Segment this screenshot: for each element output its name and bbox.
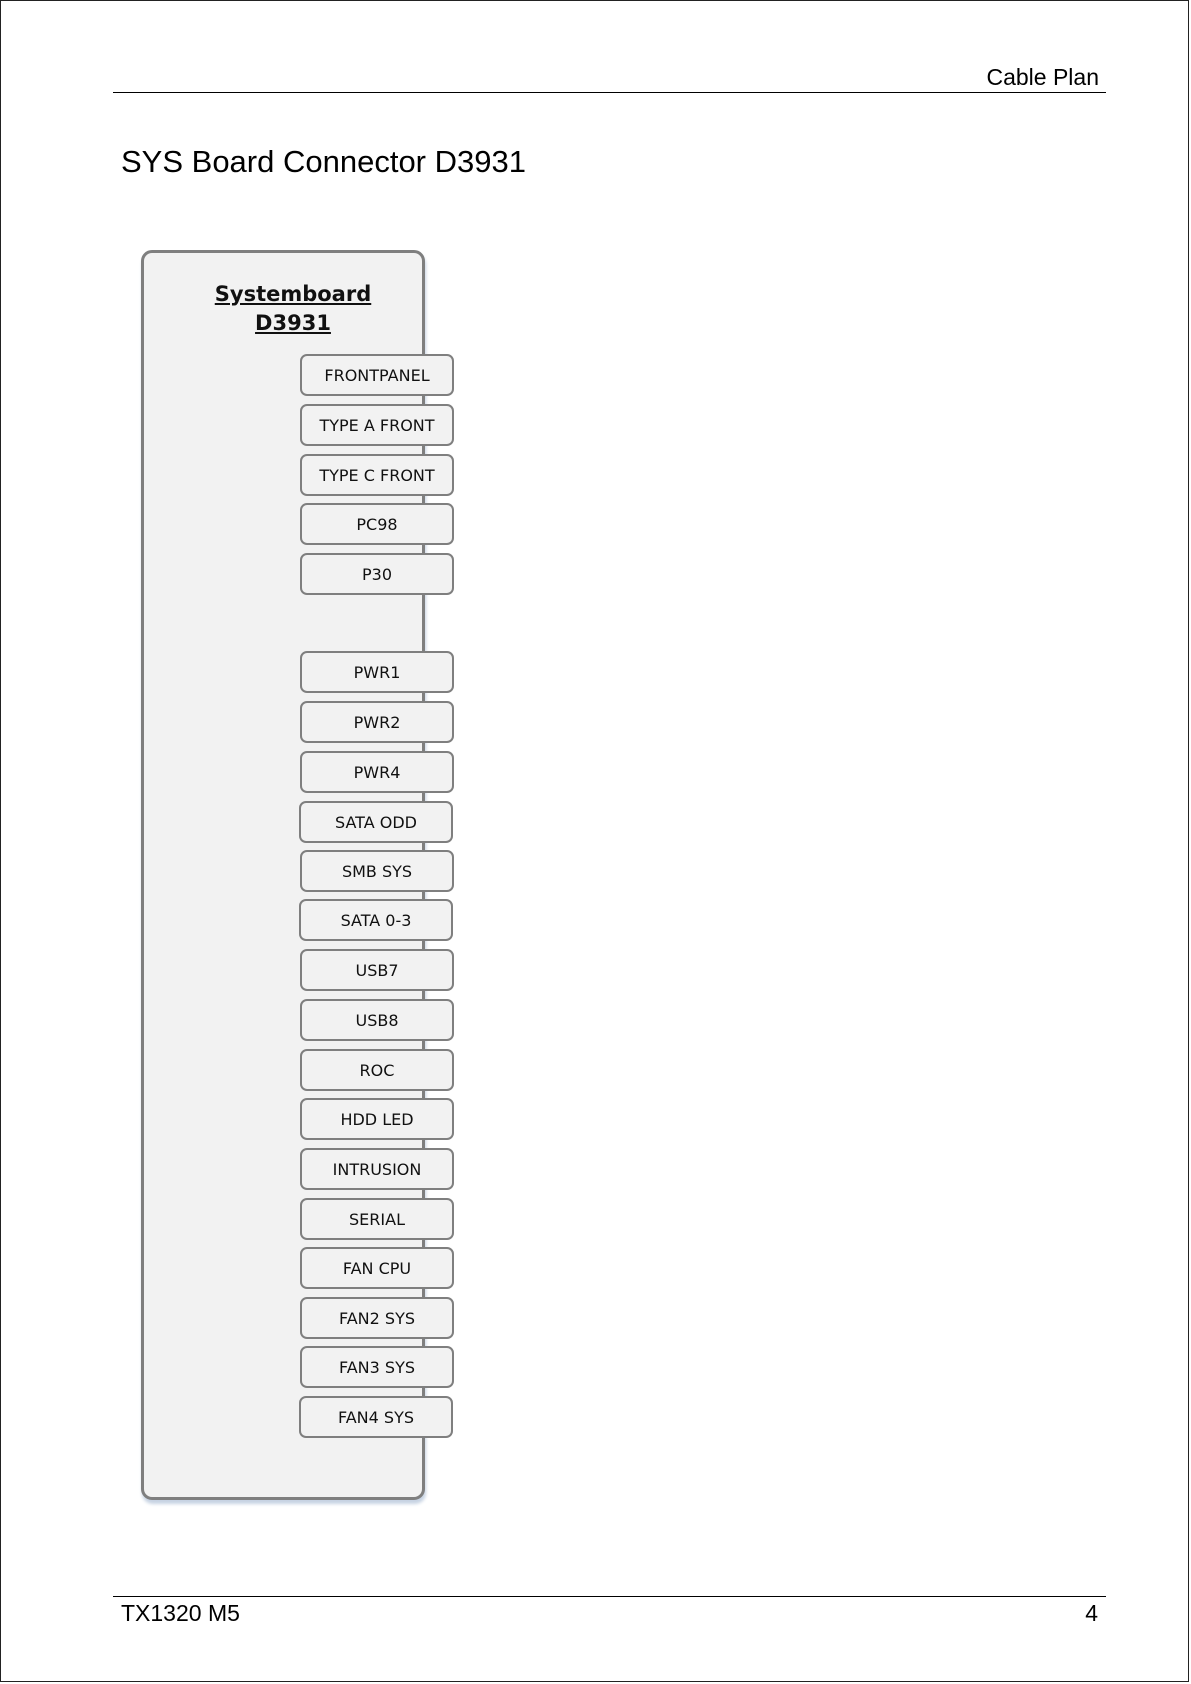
- connector-fan-cpu: FAN CPU: [300, 1247, 454, 1289]
- connector-type-a-front: TYPE A FRONT: [300, 404, 454, 446]
- connector-usb7: USB7: [300, 949, 454, 991]
- connector-sata-odd: SATA ODD: [299, 801, 453, 843]
- connector-pwr2: PWR2: [300, 701, 454, 743]
- connector-frontpanel: FRONTPANEL: [300, 354, 454, 396]
- footer-rule: [113, 1596, 1106, 1597]
- systemboard-title: [141, 280, 445, 338]
- connector-intrusion: INTRUSION: [300, 1148, 454, 1190]
- header-rule: [113, 92, 1106, 93]
- footer-model: TX1320 M5: [121, 1600, 240, 1626]
- connector-p30: P30: [300, 553, 454, 595]
- connector-roc: ROC: [300, 1049, 454, 1091]
- systemboard-title-line1: Systemboard: [214, 282, 372, 306]
- connector-type-c-front: TYPE C FRONT: [300, 454, 454, 496]
- connector-serial: SERIAL: [300, 1198, 454, 1240]
- page-number: 4: [1085, 1600, 1098, 1626]
- connector-pc98: PC98: [300, 503, 454, 545]
- connector-fan3-sys: FAN3 SYS: [300, 1346, 454, 1388]
- connector-smb-sys: SMB SYS: [300, 850, 454, 892]
- connector-usb8: USB8: [300, 999, 454, 1041]
- page-title: SYS Board Connector D3931: [121, 144, 526, 179]
- connector-hdd-led: HDD LED: [300, 1098, 454, 1140]
- connector-pwr1: PWR1: [300, 651, 454, 693]
- systemboard-title-line2: D3931: [255, 311, 331, 335]
- connector-fan2-sys: FAN2 SYS: [300, 1297, 454, 1339]
- connector-sata-0-3: SATA 0-3: [299, 899, 453, 941]
- header-section-title: Cable Plan: [986, 64, 1099, 90]
- connector-fan4-sys: FAN4 SYS: [299, 1396, 453, 1438]
- connector-pwr4: PWR4: [300, 751, 454, 793]
